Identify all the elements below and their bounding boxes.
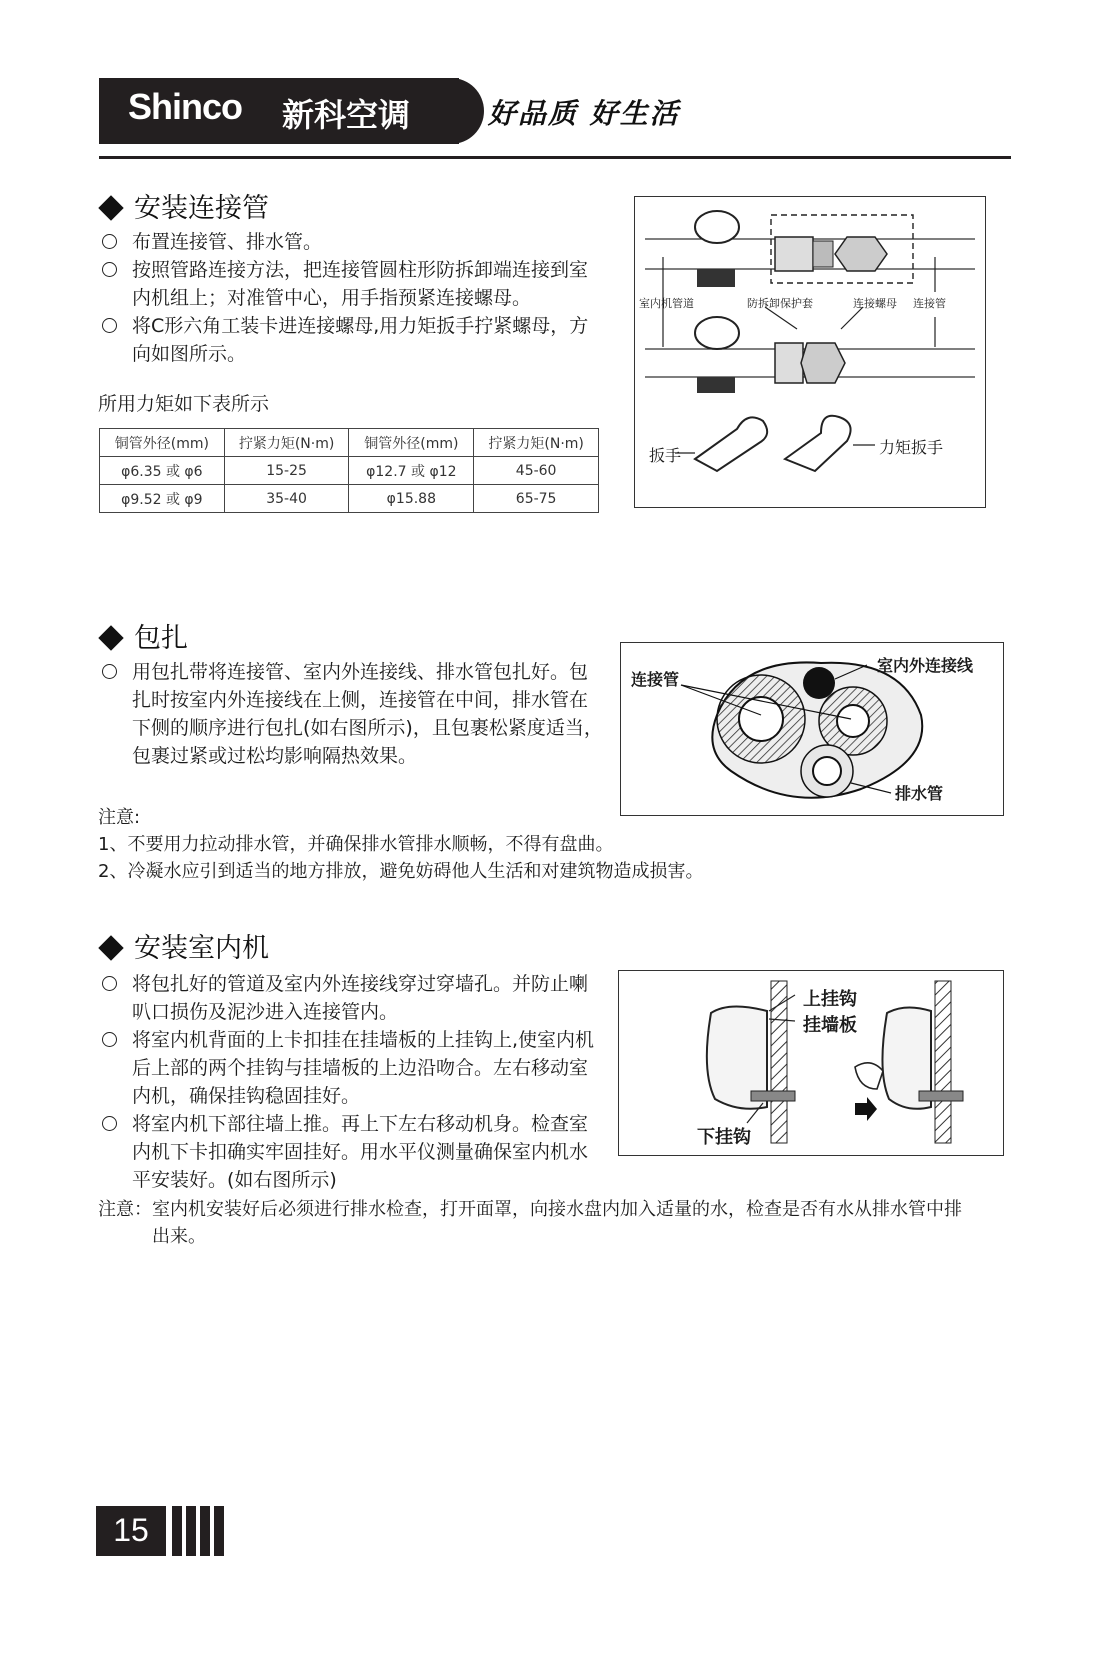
section3-bullets [98, 970, 606, 1194]
page-bar [186, 1506, 196, 1556]
section2-bullets [98, 658, 604, 770]
section1-bullets [98, 228, 606, 368]
list-item: 将室内机下部往墙上推。再上下左右移动机身。检查室内机下卡扣确实牢固挂好。用水平仪测量确保室内机水平安装好。(如右图所示) [98, 1110, 606, 1194]
note-item: 2、冷凝水应引到适当的地方排放，避免妨碍他人生活和对建筑物造成损害。 [98, 861, 704, 882]
circle-bullet-icon [102, 1032, 117, 1047]
label-nut: 连接螺母 [853, 297, 897, 310]
torque-table [99, 428, 599, 513]
table-row: φ9.52 或 φ9 35-40 φ15.88 65-75 [100, 485, 599, 513]
brand-logo: Shinco [128, 86, 243, 127]
slogan: 好品质 好生活 [488, 97, 680, 130]
section-title-text: 包扎 [134, 623, 188, 654]
label-wall-plate: 挂墙板 [803, 1015, 857, 1036]
note-row [98, 1196, 978, 1250]
figure-indoor-unit [618, 970, 1004, 1156]
table-row: φ6.35 或 φ6 15-25 φ12.7 或 φ12 45-60 [100, 457, 599, 485]
figure-pipe-connection [634, 196, 986, 508]
label-top-hook: 上挂钩 [803, 989, 857, 1010]
list-item: 用包扎带将连接管、室内外连接线、排水管包扎好。包扎时按室内外连接线在上侧，连接管在中间，排水管在下侧的顺序进行包扎(如右图所示)，且包裹松紧度适当，包裹过紧或过松均影响隔热效果。 [98, 658, 604, 770]
section2-notes [98, 804, 703, 885]
circle-bullet-icon [102, 234, 117, 249]
circle-bullet-icon [102, 262, 117, 277]
table-header-row: 铜管外径(mm) 拧紧力矩(N·m) 铜管外径(mm) 拧紧力矩(N·m) [100, 429, 599, 457]
circle-bullet-icon [102, 1116, 117, 1131]
header-rule [99, 156, 1011, 159]
diamond-bullet-icon [98, 935, 123, 960]
list-item: 将包扎好的管道及室内外连接线穿过穿墙孔。并防止喇叭口损伤及泥沙进入连接管内。 [98, 970, 606, 1026]
section-title-wrapping [96, 616, 188, 655]
notes-title: 注意: [98, 807, 141, 828]
label-sleeve: 防拆卸保护套 [747, 297, 813, 310]
circle-bullet-icon [102, 664, 117, 679]
note-text: 室内机安装好后必须进行排水检查，打开面罩，向接水盘内加入适量的水，检查是否有水从排水管中排出来。 [152, 1199, 962, 1247]
brand-name-cn: 新科空调 [282, 96, 411, 134]
label-torque-wrench: 力矩扳手 [879, 438, 944, 457]
section-title-indoor-unit [96, 926, 269, 965]
note-label: 注意： [98, 1199, 152, 1220]
label-drain-pipe: 排水管 [895, 784, 944, 803]
label-pipe: 连接管 [913, 297, 946, 310]
label-connecting-pipe: 连接管 [631, 670, 680, 689]
page-bar [214, 1506, 224, 1556]
list-item: 将C形六角工装卡进连接螺母,用力矩扳手拧紧螺母，方向如图所示。 [98, 312, 606, 368]
section-title-pipe-install [96, 186, 269, 225]
page-bar [172, 1506, 182, 1556]
note-item: 1、不要用力拉动排水管，并确保排水管排水顺畅，不得有盘曲。 [98, 834, 614, 855]
label-cable: 室内外连接线 [877, 656, 974, 675]
figure-wrapping [620, 642, 1004, 816]
list-item: 将室内机背面的上卡扣挂在挂墙板的上挂钩上,使室内机后上部的两个挂钩与挂墙板的上边沿吻合。左右移动室内机，确保挂钩稳固挂好。 [98, 1026, 606, 1110]
header-bar-cap [440, 78, 484, 144]
circle-bullet-icon [102, 976, 117, 991]
section-title-text: 安装室内机 [134, 933, 269, 964]
list-item: 布置连接管、排水管。 [98, 228, 606, 256]
circle-bullet-icon [102, 318, 117, 333]
section-title-text: 安装连接管 [134, 193, 269, 224]
list-item: 按照管路连接方法，把连接管圆柱形防拆卸端连接到室内机组上；对准管中心，用手指预紧连接螺母。 [98, 256, 606, 312]
pipe-connection-diagram [635, 197, 985, 507]
page-bar [200, 1506, 210, 1556]
diamond-bullet-icon [98, 195, 123, 220]
label-indoor-pipe: 室内机管道 [639, 297, 694, 310]
table-caption: 所用力矩如下表所示 [98, 393, 270, 415]
label-bottom-hook: 下挂钩 [697, 1127, 751, 1148]
label-wrench: 扳手 [649, 446, 682, 465]
page-number: 15 [113, 1512, 149, 1548]
diamond-bullet-icon [98, 625, 123, 650]
section3-note [98, 1196, 978, 1250]
